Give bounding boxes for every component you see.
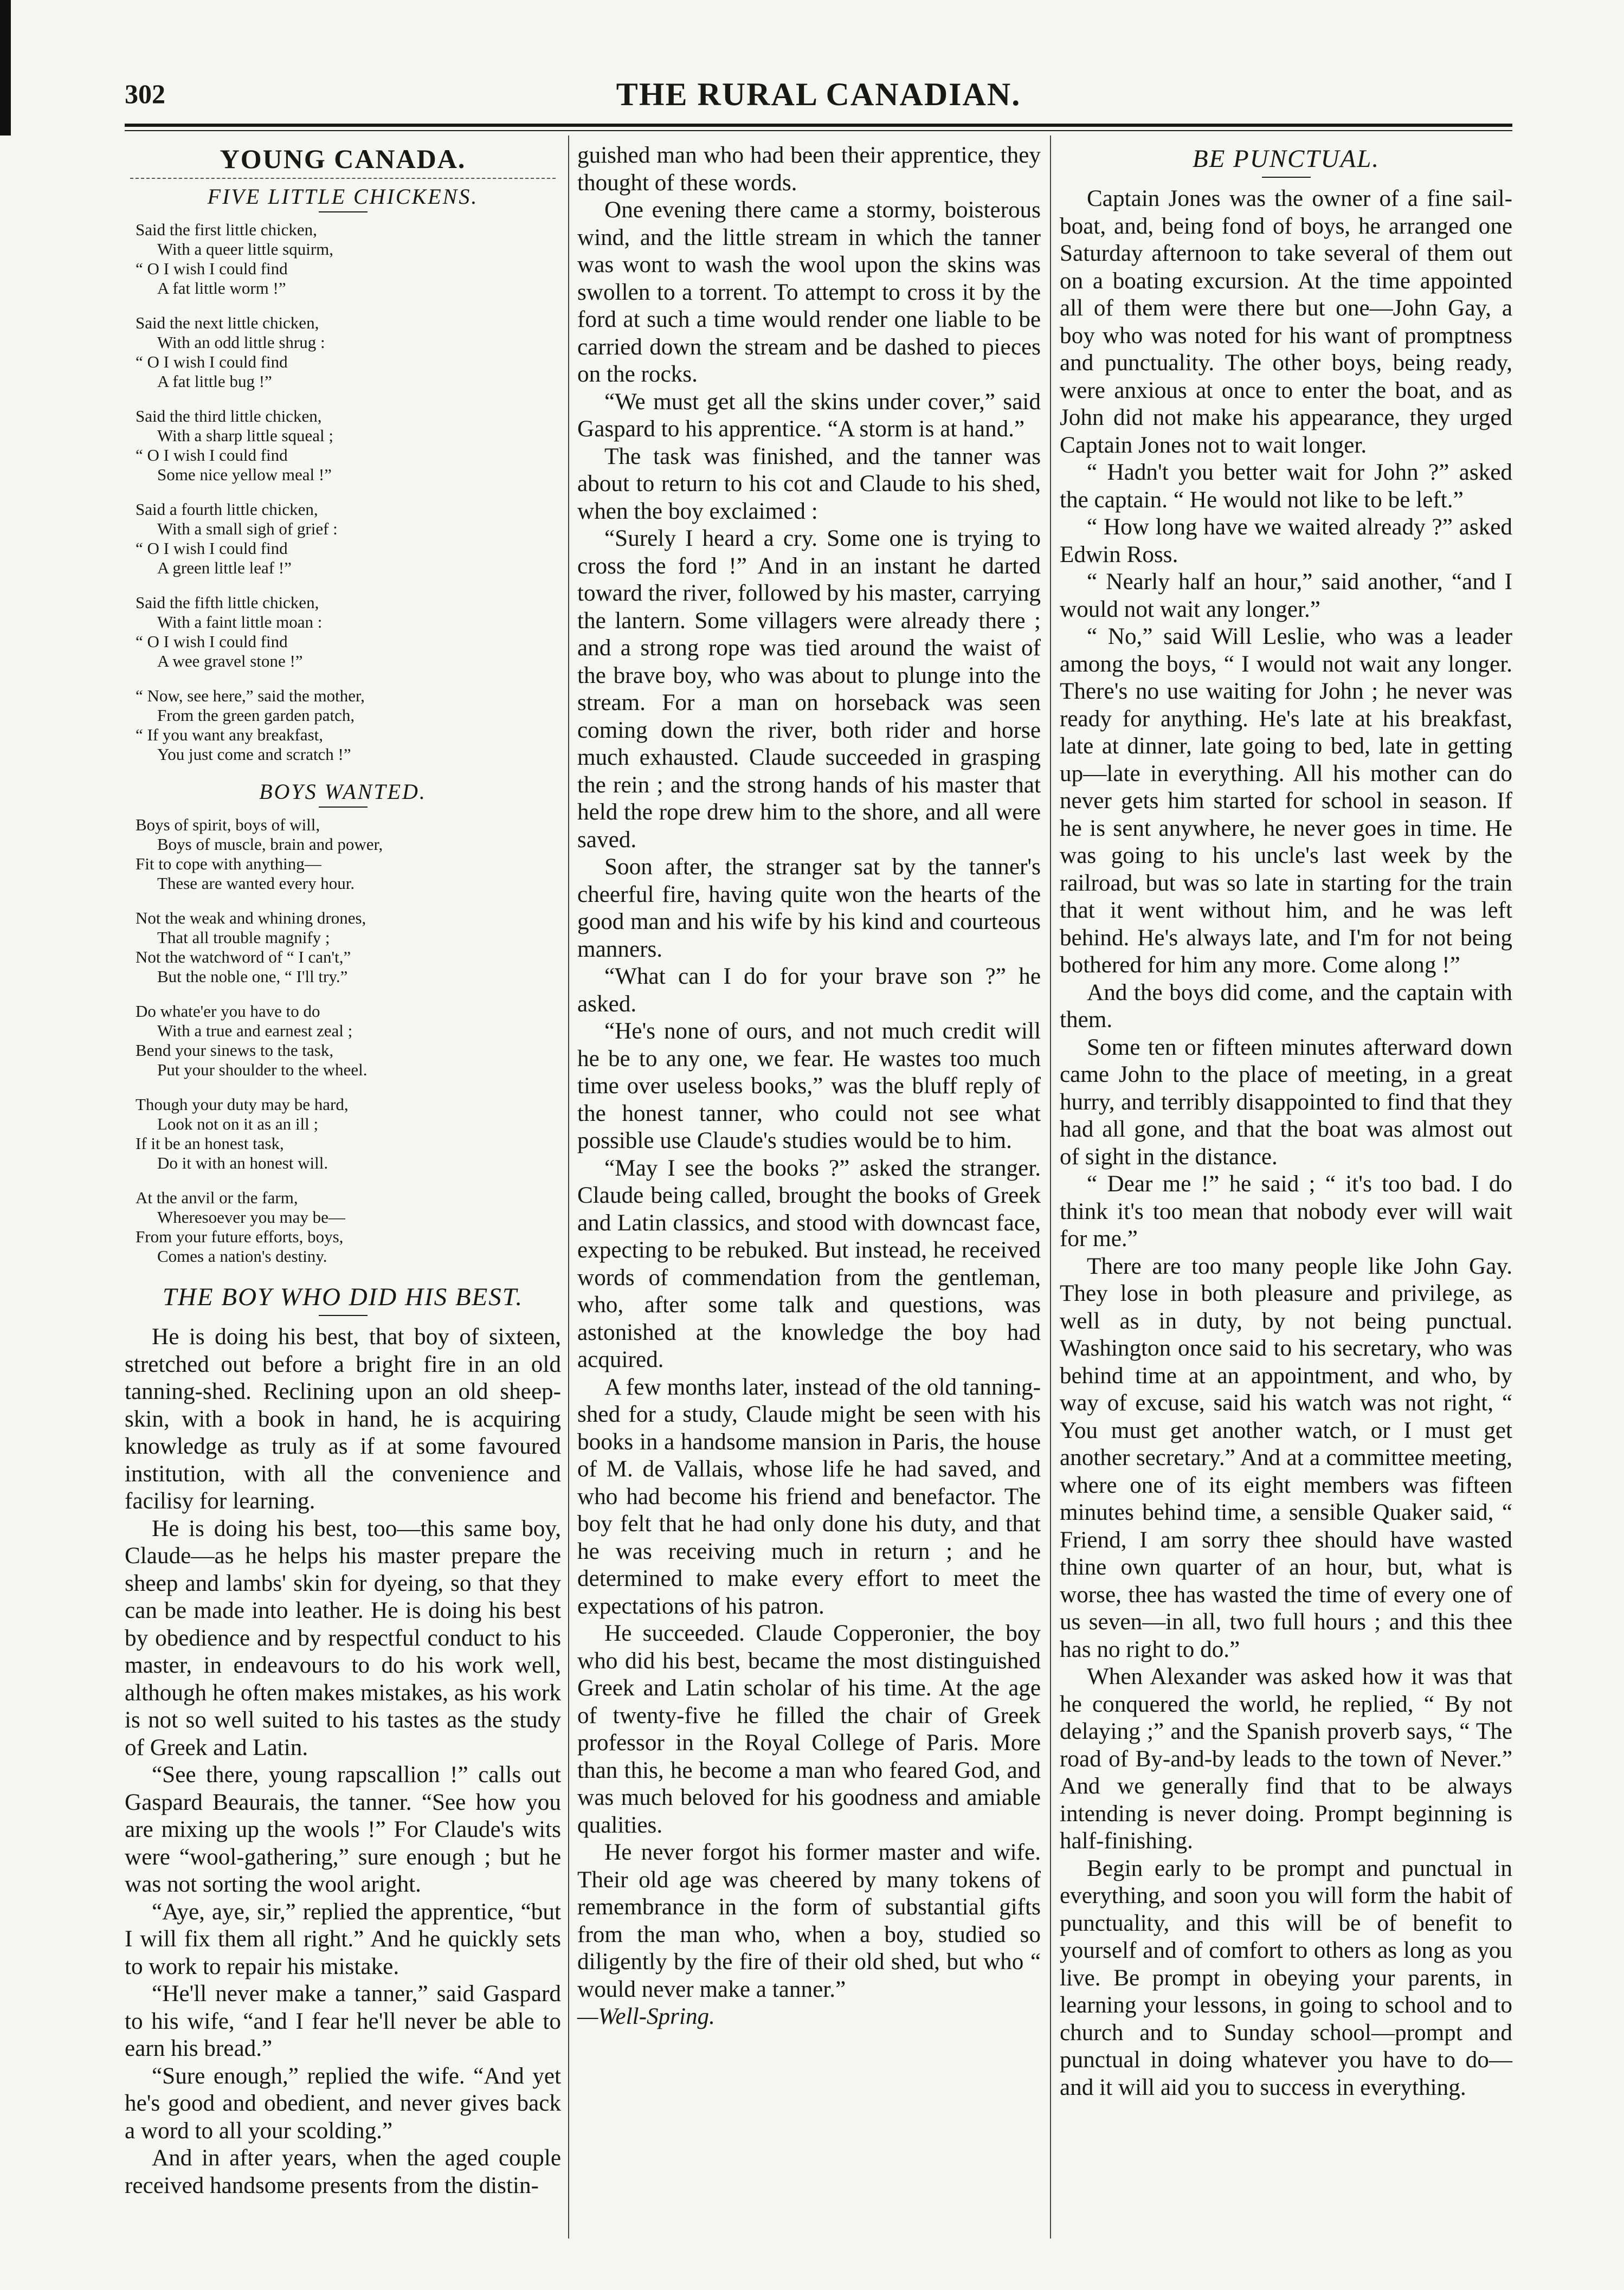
poem-line: Some nice yellow meal !” (157, 465, 332, 484)
poem-line: Said a fourth little chicken, (136, 500, 318, 519)
paragraph: “What can I do for your brave son ?” he asked. (577, 964, 1041, 1017)
poem-title-chickens: FIVE LITTLE CHICKENS. (207, 184, 479, 209)
column-1 (125, 142, 561, 2199)
poem-line: With a queer little squirm, (157, 240, 334, 259)
page-header (125, 70, 1512, 119)
paragraph: “ Dear me !” he said ; “ it's too bad. I do think it's too mean that nobody ever will wait for me.” (1060, 1171, 1512, 1252)
poem-chickens (125, 220, 561, 764)
poem-line: Comes a nation's destiny. (157, 1247, 327, 1266)
poem-line: A fat little bug !” (157, 372, 272, 391)
poem-line: Boys of muscle, brain and power, (157, 835, 383, 854)
poem-line: Wheresoever you may be— (157, 1208, 345, 1227)
page-number: 302 (125, 79, 165, 109)
poem-line: Bend your sinews to the task, (136, 1041, 334, 1060)
paragraph: He is doing his best, that boy of sixteen, stretched out before a bright fire in an old tanning-shed. Reclining upon an old sheep-skin, with a book in hand, he is acquiring knowledge as truly as if at some favoured institution, with all the convenience and facilisy for learning. (125, 1324, 561, 1514)
paragraph: “Aye, aye, sir,” replied the apprentice, “but I will fix them all right.” And he quickly sets to work to repair his mistake. (125, 1899, 561, 1979)
paragraph: “ Hadn't you better wait for John ?” asked the captain. “ He would not like to be left.” (1060, 460, 1512, 513)
column-2 (577, 142, 1041, 2031)
poem-line: With a small sigh of grief : (157, 519, 338, 538)
paragraph: Begin early to be prompt and punctual in everything, and soon you will form the habit of punctuality, and this will be of benefit to yourself and of comfort to others as long as you live. Be prompt in obeying your parents, in learning your lessons, in going to school and to church and to Sunday school—prompt and punctual in doing whatever you have to do—and it will aid you to success in everything. (1060, 1855, 1512, 2100)
poem-line: You just come and scratch !” (157, 745, 351, 764)
story-title-boy-who-did-his-best: THE BOY WHO DID HIS BEST. (162, 1283, 524, 1311)
poem-line: Do whate'er you have to do (136, 1002, 320, 1021)
paragraph: Some ten or fifteen minutes afterward down came John to the place of meeting, in a great hurry, and terribly disappointed to find that they had all gone, and that the boat was almost out of sight in the distance. (1060, 1034, 1512, 1170)
poem-stanza (125, 1095, 561, 1173)
poem-line: These are wanted every hour. (157, 874, 355, 893)
paragraph: “ Nearly half an hour,” said another, “and I would not wait any longer.” (1060, 569, 1512, 622)
section-title-young-canada: YOUNG CANADA. (220, 144, 466, 174)
poem-line: “ O I wish I could find (136, 352, 288, 371)
poem-boys-wanted (125, 815, 561, 1266)
poem-line: “ Now, see here,” said the mother, (136, 686, 365, 705)
poem-line: Not the watchword of “ I can't,” (136, 947, 351, 966)
poem-line: “ O I wish I could find (136, 259, 288, 278)
poem-line: From your future efforts, boys, (136, 1227, 344, 1246)
poem-line: At the anvil or the farm, (136, 1188, 298, 1207)
story-source: —Well-Spring. (577, 2004, 715, 2029)
title-rule (319, 1315, 368, 1316)
poem-line: With a true and earnest zeal ; (157, 1021, 353, 1040)
paragraph: “See there, young rapscallion !” calls out Gaspard Beaurais, the tanner. “See how you are mixing up the wools !” For Claude's wits were “wool-gathering,” sure enough ; but he was not sorting the wool aright. (125, 1762, 561, 1897)
column-divider-2 (1050, 136, 1051, 2239)
poem-line: With a sharp little squeal ; (157, 426, 334, 445)
paragraph: “He's none of ours, and not much credit will he be to any one, we fear. He wastes too much time over useless books,” was the bluff reply of the honest tanner, who could not see what possible use Claude's studies would be to him. (577, 1018, 1041, 1153)
poem-title-boys-wanted: BOYS WANTED. (259, 779, 427, 804)
poem-line: Do it with an honest will. (157, 1153, 328, 1172)
title-rule (319, 807, 368, 808)
paragraph: Soon after, the stranger sat by the tanner's cheerful fire, having quite won the hearts of the good man and his wife by his kind and courteous manners. (577, 854, 1041, 962)
poem-stanza (125, 686, 561, 764)
paragraph: He is doing his best, too—this same boy, Claude—as he helps his master prepare the sheep and lambs' skin for dyeing, so that they can be made into leather. He is doing his best by obedience and by respectful conduct to his master, in endeavours to do his work well, although he often makes mistakes, as his work is not so well suited to his tastes as the study of Greek and Latin. (125, 1515, 561, 1760)
header-rule-thin (125, 130, 1512, 131)
poem-stanza (125, 220, 561, 298)
poem-line: “ O I wish I could find (136, 632, 288, 651)
poem-line: “ O I wish I could find (136, 446, 288, 465)
poem-stanza (125, 313, 561, 391)
title-rule (1262, 177, 1311, 178)
poem-line: With a faint little moan : (157, 612, 323, 631)
paragraph: “He'll never make a tanner,” said Gaspard to his wife, “and I fear he'll never be able to earn his bread.” (125, 1981, 561, 2061)
paragraph: One evening there came a stormy, boisterous wind, and the little stream in which the tanner was wont to wash the wool upon the skins was swollen to a torrent. To attempt to cross it by the ford at such a time would render one liable to be carried down the stream and be dashed to pieces on the rocks. (577, 197, 1041, 387)
column-3 (1060, 142, 1512, 2101)
poem-stanza (125, 407, 561, 485)
poem-stanza (125, 815, 561, 893)
column-divider-1 (568, 136, 569, 2239)
poem-line: Said the third little chicken, (136, 407, 322, 425)
paragraph: And the boys did come, and the captain with them. (1060, 979, 1512, 1033)
poem-line: Not the weak and whining drones, (136, 908, 366, 927)
poem-line: Boys of spirit, boys of will, (136, 815, 320, 834)
poem-line: Fit to cope with anything— (136, 854, 321, 873)
paragraph: He never forgot his former master and wife. Their old age was cheered by many tokens of remembrance in the form of substantial gifts from the man who, when a boy, studied so diligently by the fire of their old shed, but who “ would never make a tanner.” (577, 1840, 1041, 2002)
paragraph: When Alexander was asked how it was that he conquered the world, he replied, “ By not delaying ;” and the Spanish proverb says, “ The road of By-and-by leads to the town of Never.” And we generally find that to be always intending is never doing. Prompt beginning is half-finishing. (1060, 1664, 1512, 1854)
poem-line: That all trouble magnify ; (157, 928, 330, 947)
paragraph: “ No,” said Will Leslie, who was a leader among the boys, “ I would not wait any longer. There's no use waiting for John ; he never was ready for anything. He's late at his breakfast, late at dinner, late going to bed, late in getting up—late in everything. All his mother can do never gets him started for school in season. If he is sent anywhere, he never goes in time. He was going to his uncle's last week by the railroad, but was so late in starting for the train that it went without him, and he was left behind. He's always late, and I'm for not being bothered for him any more. Come along !” (1060, 624, 1512, 978)
poem-stanza (125, 1188, 561, 1266)
paragraph: There are too many people like John Gay. They lose in both pleasure and privilege, as well as in duty, by not being punctual. Washington once said to his secretary, who was behind time at an appointment, and who, by way of excuse, said his watch was not right, “ You must get another watch, or I must get another secretary.” And at a committee meeting, where one of its eight members was fifteen minutes behind time, a sensible Quaker said, “ Friend, I am sorry thee should have wasted thine own quarter of an hour, but, what is worse, thee has wasted the time of every one of us seven—in all, two full hours ; and this thee has no right to do.” (1060, 1253, 1512, 1662)
poem-line: If it be an honest task, (136, 1134, 284, 1153)
poem-line: Put your shoulder to the wheel. (157, 1060, 368, 1079)
poem-line: Said the next little chicken, (136, 313, 319, 332)
scan-edge-bar (0, 0, 11, 136)
header-rule-thick (125, 124, 1512, 127)
story-text-part-1 (125, 1324, 561, 2199)
poem-line: From the green garden patch, (157, 706, 355, 725)
poem-line: Said the fifth little chicken, (136, 593, 319, 612)
poem-line: Said the first little chicken, (136, 220, 317, 239)
story-text-part-2 (577, 142, 1041, 2003)
paragraph: “May I see the books ?” asked the stranger. Claude being called, brought the books of Greek and Latin classics, and stood with downcast face, expecting to be rebuked. But instead, he received words of commendation from the gentleman, who, after some talk and questions, was astonished at the knowledge the boy had acquired. (577, 1155, 1041, 1372)
paragraph: “ How long have we waited already ?” asked Edwin Ross. (1060, 514, 1512, 567)
poem-line: “ If you want any breakfast, (136, 725, 324, 744)
poem-line: A fat little worm !” (157, 279, 286, 298)
poem-line: A wee gravel stone !” (157, 651, 303, 670)
paragraph: The task was finished, and the tanner was about to return to his cot and Claude to his shed, when the boy exclaimed : (577, 443, 1041, 524)
paragraph: He succeeded. Claude Copperonier, the boy who did his best, became the most distinguished Greek and Latin scholar of his time. At the age of twenty-five he filled the chair of Greek professor in the Royal College of Paris. More than this, he become a man who feared God, and was much beloved for his goodness and amiable qualities. (577, 1621, 1041, 1838)
title-rule (319, 211, 368, 212)
poem-line: Look not on it as an ill ; (157, 1114, 319, 1133)
paragraph: And in after years, when the aged couple received handsome presents from the distin- (125, 2145, 561, 2198)
poem-stanza (125, 500, 561, 578)
paragraph: A few months later, instead of the old tanning-shed for a study, Claude might be seen with his books in a handsome mansion in Paris, the house of M. de Vallais, whose life he had saved, and who had become his friend and benefactor. The boy felt that he had only done his duty, and that he was receiving much in return ; and he determined to make every effort to meet the expectations of his patron. (577, 1374, 1041, 1619)
poem-line: With an odd little shrug : (157, 333, 325, 352)
be-punctual-text (1060, 185, 1512, 2101)
poem-line: Though your duty may be hard, (136, 1095, 349, 1114)
paragraph: “We must get all the skins under cover,” said Gaspard to his apprentice. “A storm is at hand.” (577, 389, 1041, 442)
paragraph: “Surely I heard a cry. Some one is trying to cross the ford !” And in an instant he darted toward the river, followed by his master, carrying the lantern. Some villagers were already there ; and a strong rope was tied around the waist of the brave boy, who was about to plunge into the stream. For a man on horseback was seen coming down the river, both rider and horse much exhausted. Claude succeeded in grasping the rein ; and the strong hands of his master that held the rope drew him to the shore, and all were saved. (577, 526, 1041, 853)
paragraph: guished man who had been their apprentice, they thought of these words. (577, 143, 1041, 196)
paragraph: “Sure enough,” replied the wife. “And yet he's good and obedient, and never gives back a word to all your scolding.” (125, 2063, 561, 2144)
poem-stanza (125, 908, 561, 986)
poem-line: A green little leaf !” (157, 558, 292, 577)
poem-stanza (125, 593, 561, 671)
paragraph: Captain Jones was the owner of a fine sail-boat, and, being fond of boys, he arranged one Saturday afternoon to take several of them out on a boating excursion. At the time appointed all of them were there but one—John Gay, a boy who was noted for his want of promptness and punctuality. The other boys, being ready, were anxious at once to enter the boat, and as John did not make his appearance, they urged Captain Jones not to wait longer. (1060, 186, 1512, 458)
poem-line: “ O I wish I could find (136, 539, 288, 558)
section-rule (130, 178, 556, 179)
poem-stanza (125, 1002, 561, 1080)
poem-line: But the noble one, “ I'll try.” (157, 967, 348, 986)
article-title-be-punctual: BE PUNCTUAL. (1192, 145, 1380, 173)
journal-title: THE RURAL CANADIAN. (616, 76, 1021, 112)
